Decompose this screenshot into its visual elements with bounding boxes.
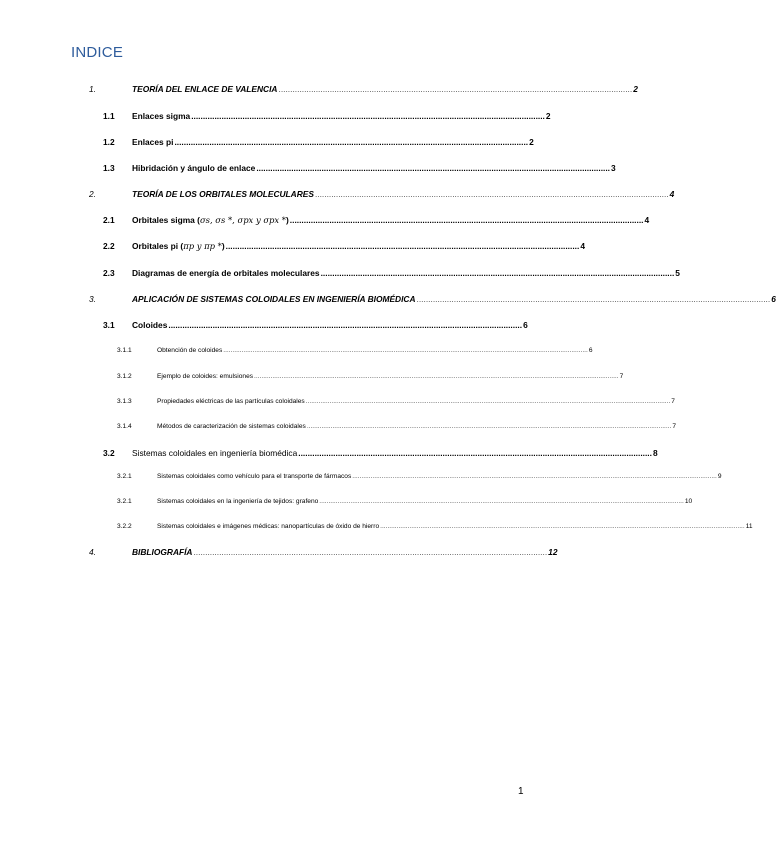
toc-number: 1. — [89, 84, 96, 94]
toc-entry-subsection[interactable] — [117, 398, 675, 405]
toc-leader: ........................................................................................................................................................ — [191, 111, 545, 121]
toc-page: 2 — [529, 137, 534, 147]
toc-leader: ....................................................................................................................................................................................................... — [306, 423, 672, 430]
toc-leader: ........................................................................................................................................................ — [225, 241, 580, 251]
toc-entry-subsection[interactable] — [117, 473, 722, 480]
toc-entry-section[interactable] — [103, 215, 650, 225]
toc-entry-chapter[interactable] — [89, 84, 638, 94]
toc-page: 10 — [684, 498, 693, 505]
toc-label — [132, 215, 289, 225]
toc-leader: ....................................................................................................................................................................................................... — [380, 523, 745, 530]
toc-math-formula: σs, σs *, σpx y σpx * — [199, 215, 286, 225]
toc-page: 7 — [671, 398, 675, 405]
toc-label: Sistemas coloidales en la ingeniería de tejidos: grafeno — [157, 498, 319, 505]
toc-entry-chapter[interactable] — [89, 294, 776, 304]
toc-label: TEORÍA DEL ENLACE DE VALENCIA — [132, 84, 278, 94]
toc-label: Sistemas coloidales como vehículo para el transporte de fármacos — [157, 473, 352, 480]
toc-leader: ....................................................................................................................................................................................................... — [223, 347, 588, 354]
toc-entry-section[interactable] — [103, 268, 680, 278]
toc-label: Coloides — [132, 320, 168, 330]
toc-number: 3.2 — [103, 448, 115, 458]
toc-label-text: Orbitales sigma ( — [132, 215, 200, 225]
toc-page: 4 — [644, 215, 650, 225]
toc-label: Sistemas coloidales e imágenes médicas: nanopartículas de óxido de hierro — [157, 523, 380, 530]
toc-leader: ....................................................................................................................................................................................................... — [254, 373, 619, 380]
toc-number: 1.3 — [103, 163, 115, 173]
toc-number: 2.3 — [103, 268, 115, 278]
toc-page: 7 — [619, 373, 624, 380]
toc-page: 6 — [523, 320, 528, 330]
toc-label: Enlaces sigma — [132, 111, 191, 121]
toc-leader: ........................................................................................................................................................ — [278, 84, 633, 94]
toc-label: Ejemplo de coloides: emulsiones — [157, 373, 254, 380]
toc-leader: ....................................................................................................................................................................................................... — [319, 498, 684, 505]
toc-page: 9 — [717, 473, 722, 480]
toc-label-end: ) — [221, 241, 225, 251]
toc-label: Propiedades eléctricas de las partículas coloidales — [157, 398, 305, 405]
toc-entry-section[interactable] — [103, 111, 551, 121]
toc-page: 5 — [675, 268, 680, 278]
toc-number: 3.2.1 — [117, 473, 132, 480]
toc-page: 7 — [672, 423, 677, 430]
toc-entry-chapter[interactable] — [89, 547, 558, 557]
toc-entry-subsection[interactable] — [117, 347, 593, 354]
toc-math-formula: πp y πp * — [183, 241, 222, 251]
toc-number: 2. — [89, 189, 96, 199]
toc-label: APLICACIÓN DE SISTEMAS COLOIDALES EN INGENIERÍA BIOMÉDICA — [132, 294, 416, 304]
toc-leader: ........................................................................................................................................................ — [298, 448, 652, 458]
toc-label: BIBLIOGRAFÍA — [132, 547, 193, 557]
toc-number: 3.1.3 — [117, 398, 132, 405]
toc-entry-section[interactable] — [103, 163, 616, 173]
toc-leader: ........................................................................................................................................................ — [174, 137, 529, 147]
toc-label: Métodos de caracterización de sistemas coloidales — [157, 423, 306, 430]
toc-leader: ....................................................................................................................................................................................................... — [305, 398, 671, 405]
toc-leader: ........................................................................................................................................................ — [193, 547, 548, 557]
toc-label: Obtención de coloides — [157, 347, 223, 354]
toc-page: 4 — [669, 189, 675, 199]
toc-number: 2.2 — [103, 241, 115, 251]
toc-number: 1.1 — [103, 111, 115, 121]
toc-leader: ........................................................................................................................................................ — [416, 294, 771, 304]
toc-label: Sistemas coloidales en ingeniería biomédica — [132, 448, 298, 458]
toc-leader: ........................................................................................................................................................ — [320, 268, 675, 278]
toc-page: 8 — [652, 448, 658, 458]
toc-entry-subsection[interactable] — [117, 498, 693, 505]
toc-number: 3. — [89, 294, 96, 304]
toc-page: 6 — [771, 294, 776, 304]
toc-number: 3.1 — [103, 320, 115, 330]
toc-entry-section[interactable] — [103, 448, 658, 458]
toc-entry-section[interactable] — [103, 320, 527, 330]
toc-number: 1.2 — [103, 137, 115, 147]
page-title: INDICE — [71, 44, 124, 61]
toc-page: 4 — [580, 241, 585, 251]
toc-number: 3.1.4 — [117, 423, 132, 430]
toc-label: Diagramas de energía de orbitales moleculares — [132, 268, 320, 278]
toc-number: 2.1 — [103, 215, 115, 225]
toc-page: 11 — [745, 523, 753, 530]
toc-entry-section[interactable] — [103, 241, 585, 251]
page-number: 1 — [518, 786, 524, 797]
toc-page: 2 — [633, 84, 638, 94]
toc-label: Hibridación y ángulo de enlace — [132, 163, 256, 173]
toc-leader: ........................................................................................................................................................ — [314, 189, 669, 199]
toc-page: 6 — [588, 347, 593, 354]
toc-number: 3.1.1 — [117, 347, 132, 354]
toc-number: 3.2.1 — [117, 498, 132, 505]
toc-label: TEORÍA DE LOS ORBITALES MOLECULARES — [132, 189, 314, 199]
toc-number: 4. — [89, 547, 96, 557]
toc-leader: ....................................................................................................................................................................................................... — [352, 473, 717, 480]
toc-leader: ........................................................................................................................................................ — [168, 320, 523, 330]
toc-entry-subsection[interactable] — [117, 373, 624, 380]
toc-number: 3.2.2 — [117, 523, 132, 530]
toc-label-text: Orbitales pi ( — [132, 241, 184, 251]
toc-page: 3 — [611, 163, 616, 173]
toc-entry-subsection[interactable] — [117, 423, 677, 430]
toc-page: 2 — [545, 111, 551, 121]
toc-entry-chapter[interactable] — [89, 189, 675, 199]
toc-number: 3.1.2 — [117, 373, 132, 380]
toc-page: 12 — [548, 547, 558, 557]
toc-label-end: ) — [286, 215, 289, 225]
toc-label: Enlaces pi — [132, 137, 174, 147]
toc-entry-section[interactable] — [103, 137, 534, 147]
toc-label — [132, 241, 225, 251]
toc-leader: ........................................................................................................................................................ — [256, 163, 611, 173]
toc-entry-subsection[interactable] — [117, 523, 753, 530]
toc-leader: ........................................................................................................................................................ — [289, 215, 644, 225]
